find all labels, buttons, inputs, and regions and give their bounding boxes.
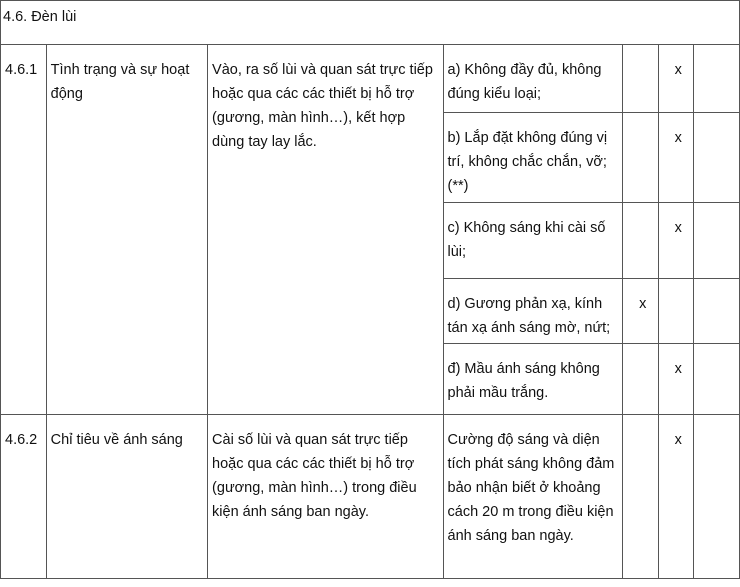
item-name: Tình trạng và sự hoạt động (46, 45, 207, 415)
mark-col7 (694, 45, 740, 113)
item-number: 4.6.2 (1, 415, 47, 579)
mark-col5 (623, 45, 659, 113)
defect-text: Cường độ sáng và diện tích phát sáng không đảm bảo nhận biết ở khoảng cách 20 m trong điều kiện ánh sáng ban ngày. (443, 415, 623, 579)
item-name: Chỉ tiêu về ánh sáng (46, 415, 207, 579)
mark-col6: x (658, 203, 694, 279)
mark-col7 (694, 113, 740, 203)
section-title: 4.6. Đèn lùi (1, 1, 740, 45)
mark-col5 (623, 203, 659, 279)
mark-col5 (623, 113, 659, 203)
section-header-row (1, 1, 740, 45)
mark-col5 (623, 344, 659, 415)
mark-col7 (694, 415, 740, 579)
inspection-method: Vào, ra số lùi và quan sát trực tiếp hoặc qua các các thiết bị hỗ trợ (gương, màn hình…), kết hợp dùng tay lay lắc. (208, 45, 443, 415)
item-number: 4.6.1 (1, 45, 47, 415)
mark-col6: x (658, 344, 694, 415)
defect-text: đ) Mầu ánh sáng không phải mầu trắng. (443, 344, 623, 415)
mark-col6: x (658, 113, 694, 203)
inspection-method: Cài số lùi và quan sát trực tiếp hoặc qua các các thiết bị hỗ trợ (gương, màn hình…) trong điều kiện ánh sáng ban ngày. (208, 415, 443, 579)
mark-col7 (694, 344, 740, 415)
mark-col6 (658, 279, 694, 344)
defect-text: c) Không sáng khi cài số lùi; (443, 203, 623, 279)
defect-text: d) Gương phản xạ, kính tán xạ ánh sáng mờ, nứt; (443, 279, 623, 344)
mark-col5 (623, 415, 659, 579)
mark-col5: x (623, 279, 659, 344)
defect-text: b) Lắp đặt không đúng vị trí, không chắc chắn, vỡ; (**) (443, 113, 623, 203)
mark-col7 (694, 279, 740, 344)
mark-col7 (694, 203, 740, 279)
defect-text: a) Không đầy đủ, không đúng kiểu loại; (443, 45, 623, 113)
table-row (1, 45, 740, 113)
mark-col6: x (658, 45, 694, 113)
mark-col6: x (658, 415, 694, 579)
table-row (1, 415, 740, 579)
